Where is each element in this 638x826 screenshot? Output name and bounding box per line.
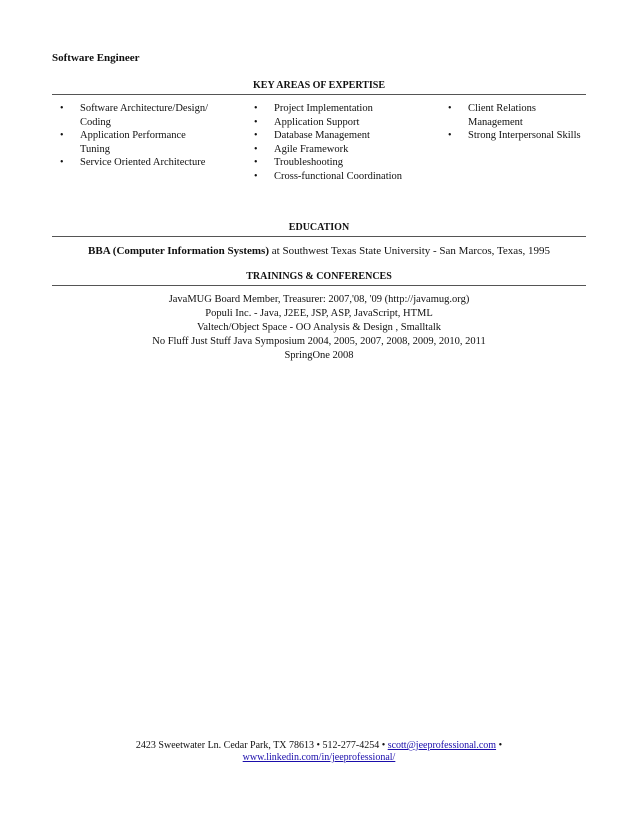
footer-address: 2423 Sweetwater Ln. Cedar Park, TX 78613 • 512-277-4254 • xyxy=(135,740,388,751)
resume-title: Software Engineer xyxy=(52,52,140,64)
footer-separator: • xyxy=(496,740,503,751)
expertise-item: • Service Oriented Architecture xyxy=(52,156,212,170)
training-item: JavaMUG Board Member, Treasurer: 2007,'08, '09 (http://javamug.org) xyxy=(168,294,470,305)
trainings-heading: TRAININGS & CONFERENCES xyxy=(246,271,392,282)
expertise-item: • Cross-functional Coordination xyxy=(246,170,416,184)
trainings-list xyxy=(52,293,586,363)
expertise-item: • Project Implementation xyxy=(246,102,416,116)
expertise-item: • Agile Framework xyxy=(246,143,416,157)
expertise-heading: KEY AREAS OF EXPERTISE xyxy=(253,80,385,91)
education-school: at Southwest Texas State University - San Marcos, Texas, 1995 xyxy=(269,245,550,257)
expertise-column-3 xyxy=(440,102,586,143)
expertise-column-2 xyxy=(246,102,416,183)
trainings-divider xyxy=(52,285,586,286)
education-degree: BBA (Computer Information Systems) xyxy=(88,245,270,257)
contact-footer xyxy=(52,740,586,764)
expertise-column-1 xyxy=(52,102,212,170)
email-link[interactable]: scott@jeeprofessional.com xyxy=(387,740,497,751)
linkedin-link[interactable]: www.linkedin.com/in/jeeprofessional/ xyxy=(242,752,396,763)
expertise-item: • Database Management xyxy=(246,129,416,143)
training-item: Populi Inc. - Java, J2EE, JSP, ASP, JavaScript, HTML xyxy=(205,308,433,319)
training-item: Valtech/Object Space - OO Analysis & Design , Smalltalk xyxy=(196,322,442,333)
expertise-divider xyxy=(52,94,586,95)
training-item: No Fluff Just Stuff Java Symposium 2004, 2005, 2007, 2008, 2009, 2010, 2011 xyxy=(152,336,486,347)
expertise-item: • Troubleshooting xyxy=(246,156,416,170)
education-divider xyxy=(52,236,586,237)
expertise-item: • Software Architecture/Design/ Coding xyxy=(52,102,212,129)
expertise-item: • Client Relations Management xyxy=(440,102,586,129)
training-item: SpringOne 2008 xyxy=(284,350,354,361)
education-heading: EDUCATION xyxy=(288,222,350,233)
expertise-item: • Application Performance Tuning xyxy=(52,129,212,156)
expertise-item: • Strong Interpersonal Skills xyxy=(440,129,586,143)
expertise-item: • Application Support xyxy=(246,116,416,130)
education-entry xyxy=(52,245,586,257)
